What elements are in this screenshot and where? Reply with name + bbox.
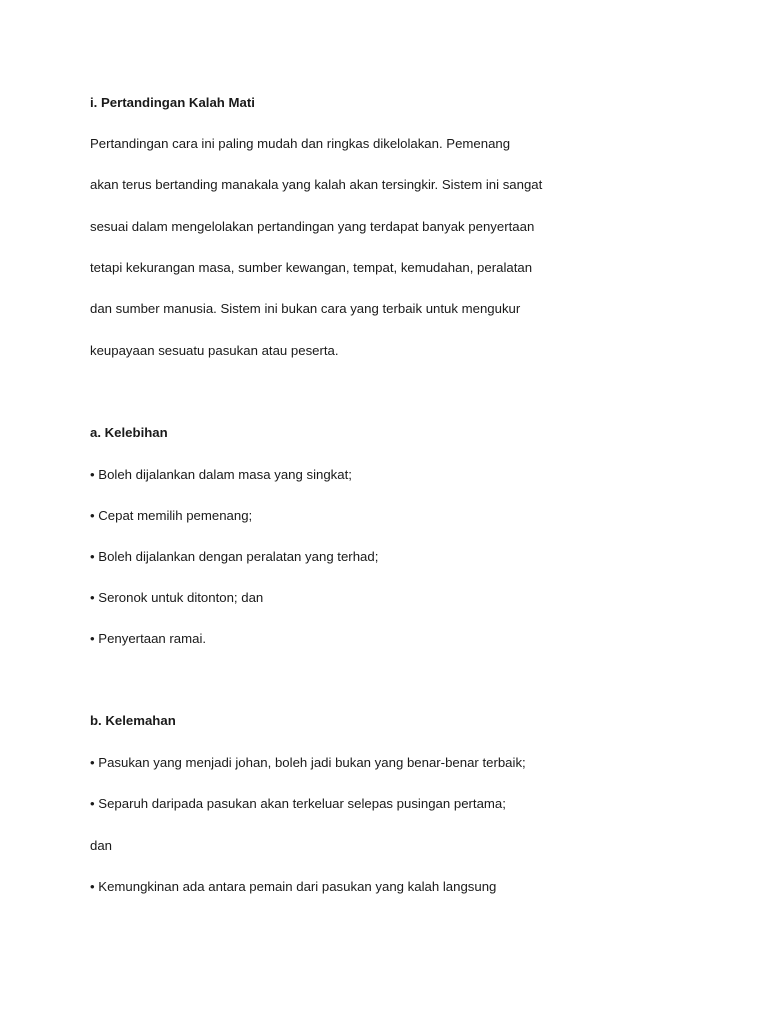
section-a-heading: a. Kelebihan — [90, 425, 168, 440]
paragraph-line: dan sumber manusia. Sistem ini bukan cara yang terbaik untuk mengukur — [90, 301, 521, 316]
list-item: • Pasukan yang menjadi johan, boleh jadi bukan yang benar-benar terbaik; — [90, 755, 526, 770]
list-item: • Boleh dijalankan dengan peralatan yang terhad; — [90, 549, 379, 564]
section-b-heading: b. Kelemahan — [90, 713, 176, 728]
list-item: • Penyertaan ramai. — [90, 631, 207, 646]
paragraph-line: keupayaan sesuatu pasukan atau peserta. — [90, 343, 339, 358]
list-item: • Cepat memilih pemenang; — [90, 508, 253, 523]
paragraph-line: tetapi kekurangan masa, sumber kewangan, tempat, kemudahan, peralatan — [90, 260, 533, 275]
paragraph-line: Pertandingan cara ini paling mudah dan ringkas dikelolakan. Pemenang — [90, 136, 511, 151]
list-item: • Boleh dijalankan dalam masa yang singkat; — [90, 467, 352, 482]
paragraph-line: sesuai dalam mengelolakan pertandingan yang terdapat banyak penyertaan — [90, 219, 535, 234]
list-item: dan — [90, 838, 113, 853]
paragraph-line: akan terus bertanding manakala yang kalah akan tersingkir. Sistem ini sangat — [90, 177, 543, 192]
list-item: • Kemungkinan ada antara pemain dari pasukan yang kalah langsung — [90, 879, 497, 894]
list-item: • Separuh daripada pasukan akan terkeluar selepas pusingan pertama; — [90, 796, 506, 811]
section-i-heading: i. Pertandingan Kalah Mati — [90, 95, 255, 110]
list-item: • Seronok untuk ditonton; dan — [90, 590, 264, 605]
